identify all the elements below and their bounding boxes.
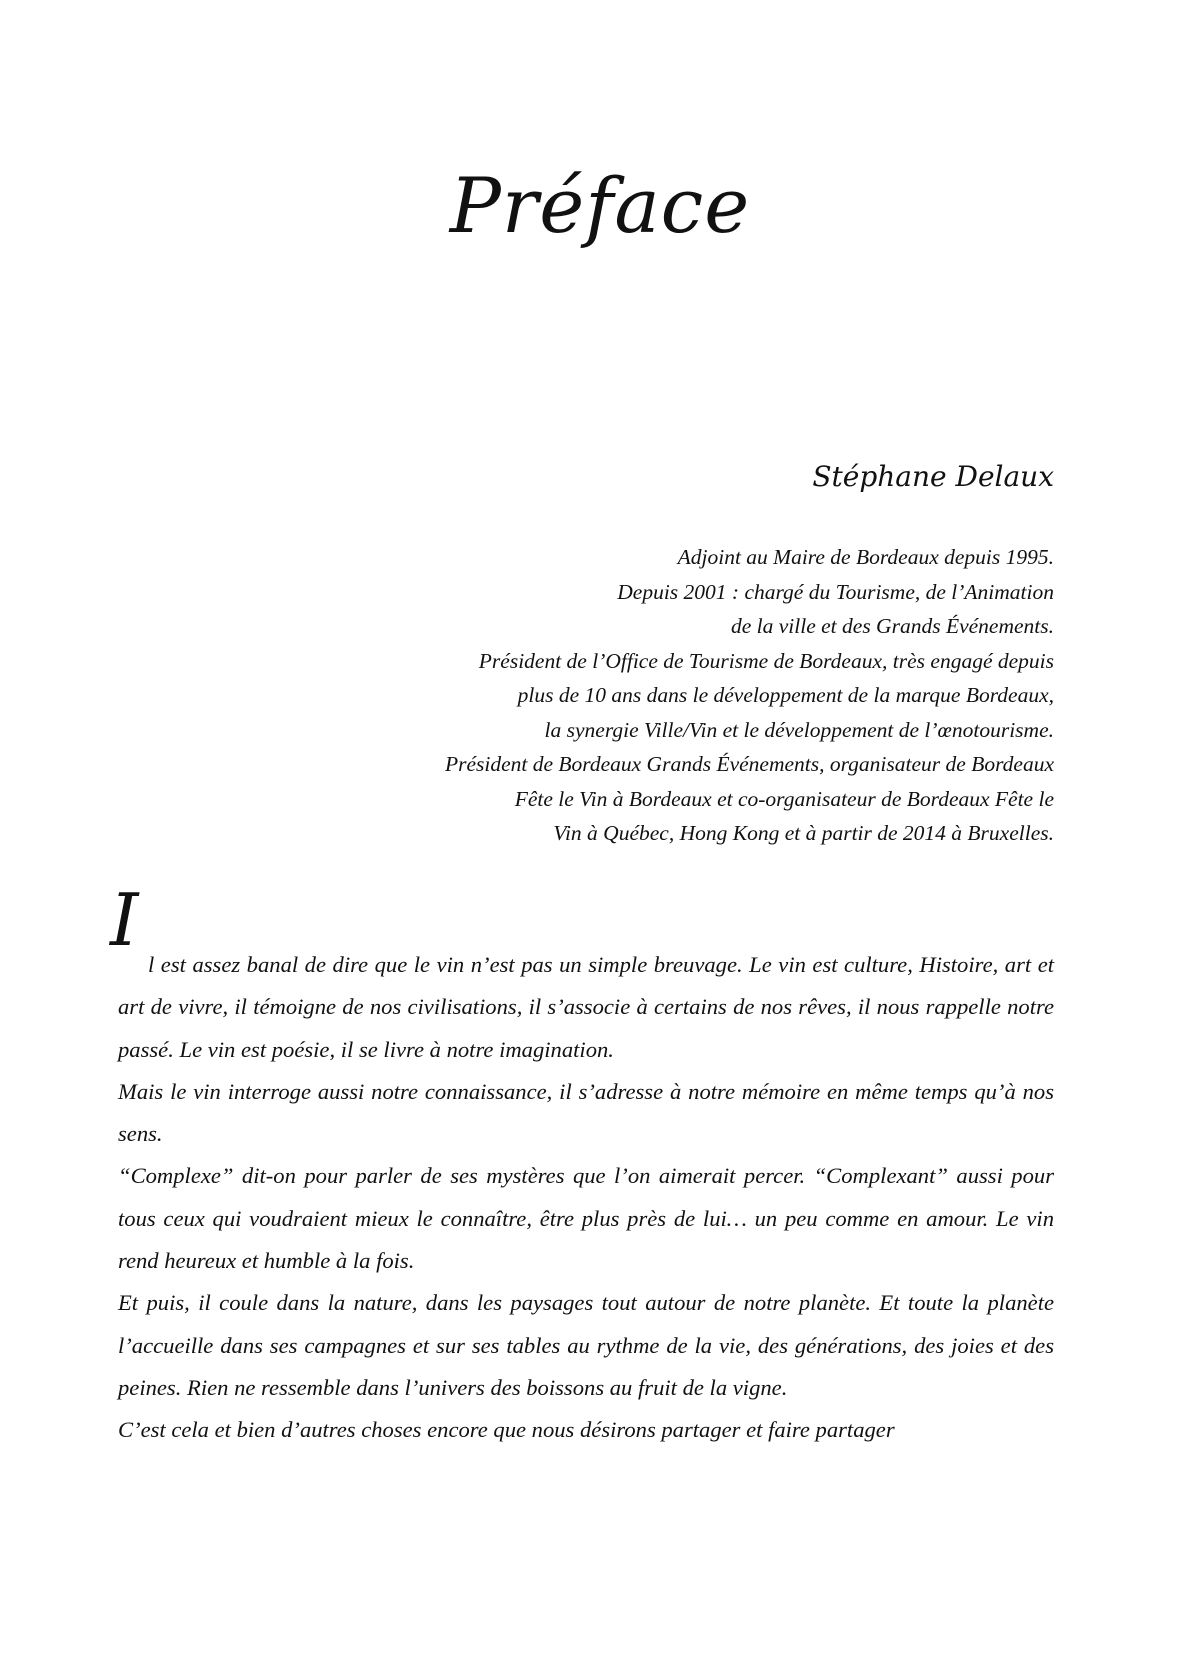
bio-line: Président de Bordeaux Grands Événements, organisateur de Bordeaux bbox=[444, 752, 1054, 776]
author-bio bbox=[254, 540, 1054, 851]
paragraph: l est assez banal de dire que le vin n’est pas un simple breuvage. Le vin est culture, Histoire, art et art de vivre, il témoigne de nos civilisations, il s’associe à certains de nos rêves, il nous rappelle notre passé. Le vin est poésie, il se livre à notre imagination. bbox=[118, 952, 1054, 1062]
author-name: Stéphane Delaux bbox=[812, 460, 1054, 493]
paragraph: Mais le vin interroge aussi notre connaissance, il s’adresse à notre mémoire en même temps qu’à nos sens. bbox=[118, 1078, 1054, 1147]
page-title: Préface bbox=[449, 161, 751, 250]
bio-line: la synergie Ville/Vin et le développement de l’œnotourisme. bbox=[544, 717, 1054, 742]
bio-line: Depuis 2001 : chargé du Tourisme, de l’Animation bbox=[617, 579, 1054, 604]
bio-line: Adjoint au Maire de Bordeaux depuis 1995. bbox=[677, 545, 1054, 569]
preface-body bbox=[118, 944, 1054, 1452]
bio-line: Président de l’Office de Tourisme de Bordeaux, très engagé depuis bbox=[478, 648, 1054, 673]
bio-line: de la ville et des Grands Événements. bbox=[730, 614, 1054, 638]
bio-line: Vin à Québec, Hong Kong et à partir de 2014 à Bruxelles. bbox=[553, 821, 1054, 845]
paragraph: “Complexe” dit-on pour parler de ses mystères que l’on aimerait percer. “Complexant” aussi pour tous ceux qui voudraient mieux le connaître, être plus près de lui… un peu comme en amour. Le vin rend heureux et humble à la fois. bbox=[118, 1163, 1054, 1274]
paragraph: Et puis, il coule dans la nature, dans les paysages tout autour de notre planète. Et toute la planète l’accueille dans ses campagnes et sur ses tables au rythme de la vie, des générations, des joies et des peines. Rien ne ressemble dans l’univers des boissons au fruit de la vigne. bbox=[118, 1290, 1054, 1400]
drop-cap: I bbox=[110, 878, 139, 962]
paragraph: C’est cela et bien d’autres choses encore que nous désirons partager et faire partager bbox=[118, 1417, 895, 1443]
bio-line: Fête le Vin à Bordeaux et co-organisateur de Bordeaux Fête le bbox=[514, 786, 1054, 811]
bio-line: plus de 10 ans dans le développement de la marque Bordeaux, bbox=[517, 683, 1054, 707]
